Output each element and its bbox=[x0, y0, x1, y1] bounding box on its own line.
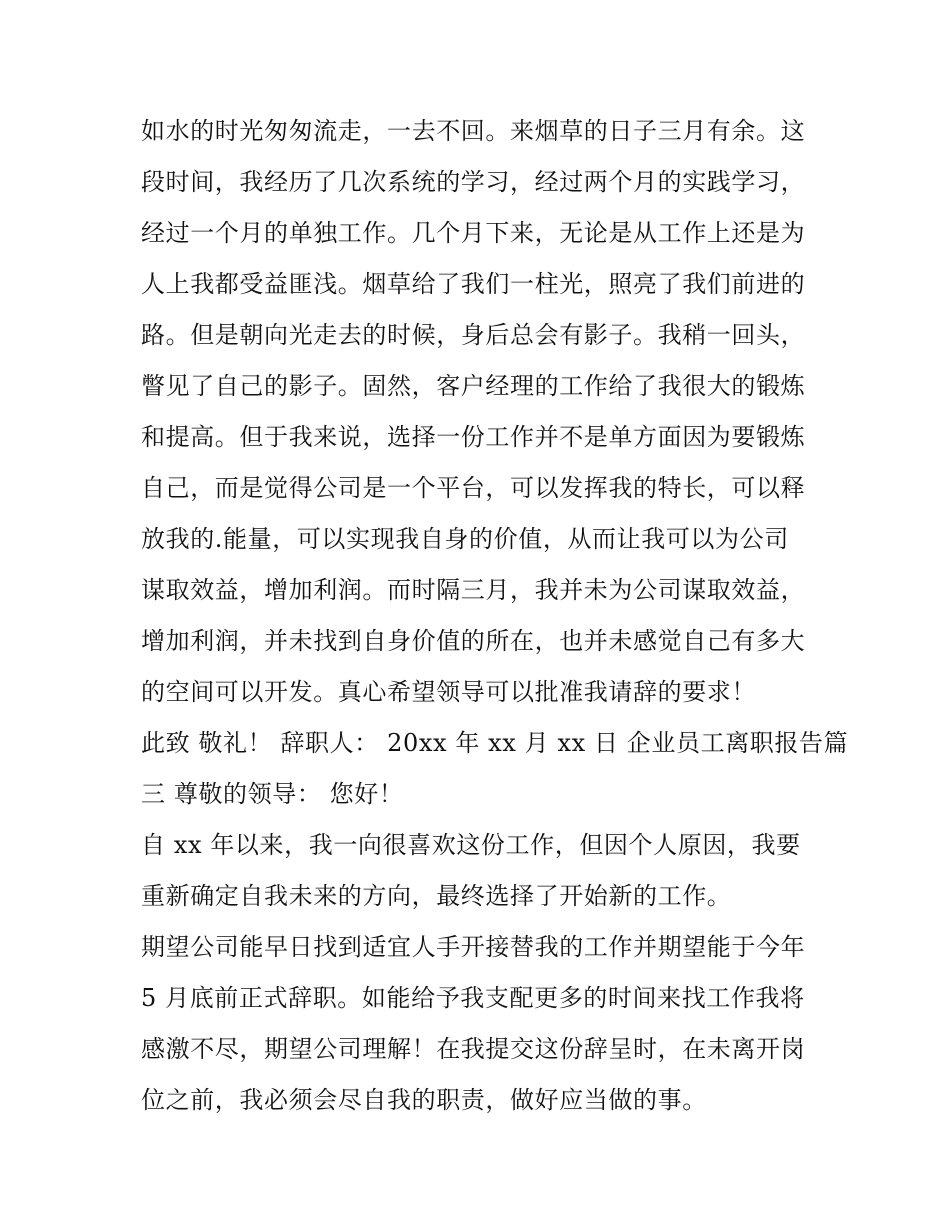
text-line: 谋取效益，增加利润。而时隔三月，我并未为公司谋取效益， bbox=[141, 576, 806, 604]
text-line: 和提高。但于我来说，选择一份工作并不是单方面因为要锻炼 bbox=[141, 423, 806, 451]
text-line: 增加利润，并未找到自身价值的所在，也并未感觉自己有多大 bbox=[141, 627, 806, 655]
document-body bbox=[141, 106, 849, 1126]
text-line: 的空间可以开发。真心希望领导可以批准我请辞的要求！ bbox=[141, 678, 756, 706]
text-line: 瞥见了自己的影子。固然，客户经理的工作给了我很大的锻炼 bbox=[141, 372, 806, 400]
text-line: 5 月底前正式辞职。如能给予我支配更多的时间来找工作我将 bbox=[141, 984, 805, 1012]
text-line: 自 xx 年以来，我一向很喜欢这份工作，但因个人原因，我要 bbox=[141, 831, 801, 859]
greeting-line: 三 尊敬的领导： 您好！ bbox=[141, 780, 404, 808]
text-line: 人上我都受益匪浅。烟草给了我们一柱光，照亮了我们前进的 bbox=[141, 270, 806, 298]
text-line: 经过一个月的单独工作。几个月下来，无论是从工作上还是为 bbox=[141, 219, 806, 247]
text-line: 自己，而是觉得公司是一个平台，可以发挥我的特长，可以释 bbox=[141, 474, 806, 502]
text-line: 路。但是朝向光走去的时候，身后总会有影子。我稍一回头， bbox=[141, 321, 806, 349]
text-line: 重新确定自我未来的方向，最终选择了开始新的工作。 bbox=[141, 882, 732, 910]
text-line: 位之前，我必须会尽自我的职责，做好应当做的事。 bbox=[141, 1086, 707, 1114]
text-line: 放我的.能量，可以实现我自身的价值，从而让我可以为公司 bbox=[141, 525, 789, 553]
text-line: 如水的时光匆匆流走，一去不回。来烟草的日子三月有余。这 bbox=[141, 117, 806, 145]
text-line: 感激不尽，期望公司理解！在我提交这份辞呈时，在未离开岗 bbox=[141, 1035, 806, 1063]
closing-line: 此致 敬礼！ 辞职人： 20xx 年 xx 月 xx 日 企业员工离职报告篇 bbox=[141, 729, 849, 757]
text-line: 段时间，我经历了几次系统的学习，经过两个月的实践学习， bbox=[141, 168, 806, 196]
text-line: 期望公司能早日找到适宜人手开接替我的工作并期望能于今年 bbox=[141, 933, 806, 961]
